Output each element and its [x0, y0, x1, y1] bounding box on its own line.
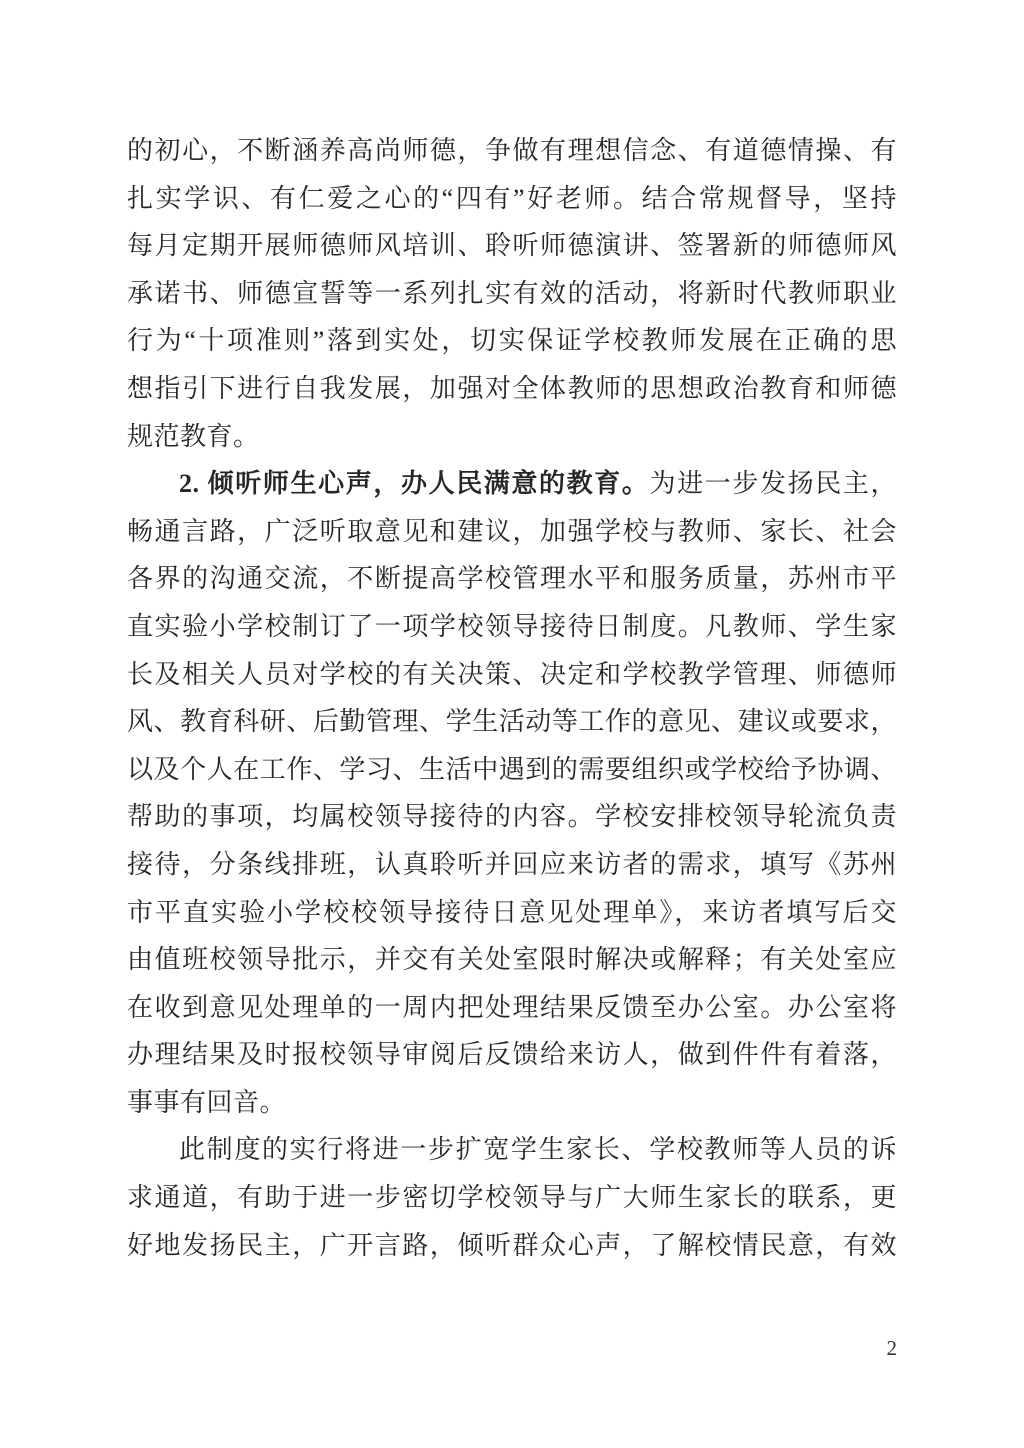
text-run: 各界的沟通交流，不断提高学校管理水平和服务质量，苏州市平 — [127, 564, 897, 594]
paragraph-3 — [127, 1126, 897, 1269]
text-line — [127, 127, 897, 175]
text-run: 办理结果及时报校领导审阅后反馈给来访人，做到件件有着落， — [127, 1040, 897, 1070]
text-line — [127, 698, 897, 746]
text-line — [127, 317, 897, 365]
text-run: 此制度的实行将进一步扩宽学生家长、学校教师等人员的诉 — [179, 1135, 897, 1165]
text-run: 想指引下进行自我发展，加强对全体教师的思想政治教育和师德 — [127, 373, 897, 403]
text-line — [127, 1174, 897, 1222]
text-run: 在收到意见处理单的一周内把处理结果反馈至办公室。办公室将 — [127, 992, 897, 1022]
text-run: 为进一步发扬民主， — [649, 469, 897, 499]
text-run: 承诺书、师德宣誓等一系列扎实有效的活动，将新时代教师职业 — [127, 278, 897, 308]
text-line — [127, 365, 897, 413]
text-run: 扎实学识、有仁爱之心的“四有”好老师。结合常规督导，坚持 — [127, 183, 897, 213]
text-line — [127, 841, 897, 889]
text-run: 风、教育科研、后勤管理、学生活动等工作的意见、建议或要求， — [127, 707, 897, 737]
text-line — [127, 175, 897, 223]
text-line — [127, 555, 897, 603]
text-run: 畅通言路，广泛听取意见和建议，加强学校与教师、家长、社会 — [127, 516, 897, 546]
text-run: 的初心，不断涵养高尚师德，争做有理想信念、有道德情操、有 — [127, 136, 897, 165]
text-line — [127, 936, 897, 984]
text-run: 长及相关人员对学校的有关决策、决定和学校教学管理、师德师 — [127, 659, 897, 689]
text-run: 好地发扬民主，广开言路，倾听群众心声，了解校情民意，有效 — [127, 1230, 897, 1260]
text-run: 规范教育。 — [127, 421, 260, 451]
text-run: 行为“十项准则”落到实处，切实保证学校教师发展在正确的思 — [127, 326, 897, 356]
text-line — [127, 793, 897, 841]
text-line — [127, 746, 897, 794]
text-line — [127, 1079, 897, 1127]
text-line — [127, 270, 897, 318]
text-line — [127, 413, 897, 461]
text-run: 接待，分条线排班，认真聆听并回应来访者的需求，填写《苏州 — [127, 849, 897, 879]
text-run: 市平直实验小学校校领导接待日意见处理单》，来访者填写后交 — [127, 897, 897, 927]
text-line — [127, 603, 897, 651]
page-footer — [127, 1336, 897, 1361]
text-run: 以及个人在工作、学习、生活中遇到的需要组织或学校给予协调、 — [127, 754, 897, 784]
page-number: 2 — [886, 1336, 897, 1360]
bold-text-run: 2. 倾听师生心声，办人民满意的教育。 — [179, 469, 650, 499]
text-run: 每月定期开展师德师风培训、聆听师德演讲、签署新的师德师风 — [127, 231, 897, 261]
text-run: 由值班校领导批示，并交有关处室限时解决或解释；有关处室应 — [127, 945, 897, 975]
paragraph-1 — [127, 127, 897, 460]
paragraph-2 — [127, 460, 897, 1126]
text-line — [127, 1126, 897, 1174]
text-line — [127, 508, 897, 556]
text-line — [127, 1222, 897, 1270]
text-run: 帮助的事项，均属校领导接待的内容。学校安排校领导轮流负责 — [127, 802, 897, 832]
text-line — [127, 651, 897, 699]
text-line — [127, 889, 897, 937]
text-line — [127, 222, 897, 270]
text-line — [127, 984, 897, 1032]
text-line — [127, 460, 897, 508]
text-run: 事事有回音。 — [127, 1087, 287, 1117]
document-body — [127, 127, 897, 1269]
text-line — [127, 1031, 897, 1079]
text-run: 直实验小学校制订了一项学校领导接待日制度。凡教师、学生家 — [127, 611, 897, 641]
text-run: 求通道，有助于进一步密切学校领导与广大师生家长的联系，更 — [127, 1183, 897, 1213]
